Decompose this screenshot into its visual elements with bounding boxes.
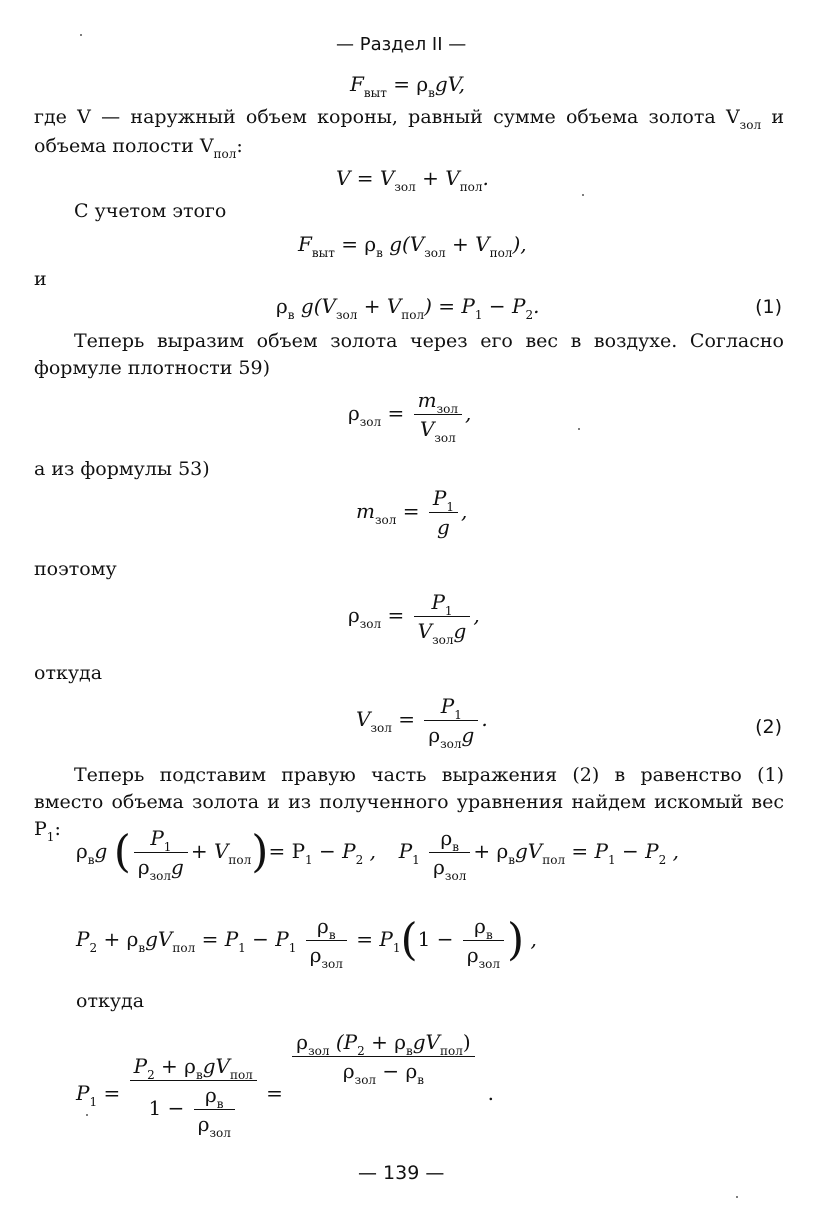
fraction-density-weight: $\frac{P_1}{V_{зол}g}$ [414, 590, 471, 643]
paragraph-and: и [34, 268, 47, 290]
fraction-final-a: $P_2 + \rho_вgV_{пол}$ 1 − $\frac{\rho_в}{\rho_{зол}}$ [130, 1054, 257, 1136]
paragraph-taking-into-account: С учетом этого [74, 200, 227, 222]
paragraph-substitute: Теперь подставим правую часть выражения (2) в равенство (1) вместо объема золота и из полученного уравнения найдем искомый вес $P_1$: [34, 764, 784, 844]
fraction-line2-b: $\frac{\rho_в}{\rho_{зол}}$ [463, 914, 504, 967]
fraction-final-inner: $\frac{\rho_в}{\rho_{зол}}$ [194, 1083, 235, 1136]
scan-speck [736, 1196, 738, 1198]
scan-speck [80, 34, 82, 36]
equation-2-label: (2) [755, 716, 782, 738]
equation-volume-sum: $V = V_{зол} + V_{пол}$. [336, 166, 489, 194]
fraction-mass: $\frac{P_1}{g}$ [429, 486, 458, 539]
equation-derivation-line-1: $\rho_вg$ ( $\frac{P_1}{\rho_{зол}g}$ + $V_{пол})= P_1 - P_2$ , $P_1$ $\frac{\rho_в}{\rho_{зол}}$ + $\rho_вgV_{пол} = P_1 - P_2$ , [76, 826, 679, 883]
fraction-line2-a: $\frac{\rho_в}{\rho_{зол}}$ [306, 914, 347, 967]
equation-mass: $m_{зол}$ = $\frac{P_1}{g}$ , [356, 486, 468, 539]
fraction-final-b: $\frac{\rho_{зол} (P_2 + \rho_вgV_{пол})}{\rho_{зол} - \rho_в}$ [292, 1030, 474, 1083]
fraction-line1-a: $\frac{P_1}{\rho_{зол}g}$ [134, 826, 188, 879]
scan-speck [578, 428, 580, 430]
fraction-line1-b: $\frac{\rho_в}{\rho_{зол}}$ [429, 826, 470, 879]
fraction-gold-volume: $\frac{P_1}{\rho_{зол}g}$ [424, 694, 478, 747]
equation-density-weight: $\rho_{зол}$ = $\frac{P_1}{V_{зол}g}$ , [348, 590, 480, 647]
scan-speck [86, 1114, 88, 1116]
paragraph-therefore: поэтому [34, 558, 117, 580]
equation-1: $\rho_в$ $g(V_{зол} + V_{пол}) = P_1 - P_2$. (1) [276, 294, 782, 322]
scan-speck [582, 194, 584, 196]
paragraph-volume-definition: где V — наружный объем короны, равный сумме объема золота $V_{зол}$ и объема полости $V_{пол}$: [34, 106, 785, 161]
page-number: — 139 — [358, 1162, 445, 1184]
paragraph-whence-1: откуда [34, 662, 103, 684]
paragraph-whence-2: откуда [76, 990, 145, 1012]
running-header: — Раздел II — [336, 34, 467, 55]
equation-1-label: (1) [755, 296, 782, 318]
equation-derivation-line-2: $P_2 + \rho_вgV_{пол} = P_1 - P_1$ $\frac{\rho_в}{\rho_{зол}}$ = $P_1(1$ − $\frac{\rho_в}{\rho_{зол}}$ ) , [76, 914, 537, 971]
equation-2: $V_{зол}$ = $\frac{P_1}{\rho_{зол}g}$ . (2) [356, 694, 782, 751]
equation-buoyancy-combined: $F_{выт} = \rho_в$ $g(V_{зол} + V_{пол})$, [298, 232, 527, 260]
equation-buoyancy: $F_{выт} = \rho_вgV$, [350, 72, 465, 100]
paragraph-express-gold-volume: Теперь выразим объем золота через его вес в воздухе. Согласно формуле плотности 59) [34, 330, 784, 379]
equation-density: $\rho_{зол}$ = $\frac{m_{зол}}{V_{зол}}$ , [348, 388, 472, 445]
equation-final: $P_1$ = $P_2 + \rho_вgV_{пол}$ 1 − $\frac{\rho_в}{\rho_{зол}}$ = $\frac{\rho_{зол} (P_2 + \rho_вgV_{пол})}{\rho_{зол} - \rho_в}$ . [76, 1030, 495, 1140]
paragraph-from-formula-53: а из формулы 53) [34, 458, 210, 480]
fraction-density: $\frac{m_{зол}}{V_{зол}}$ [414, 388, 462, 441]
